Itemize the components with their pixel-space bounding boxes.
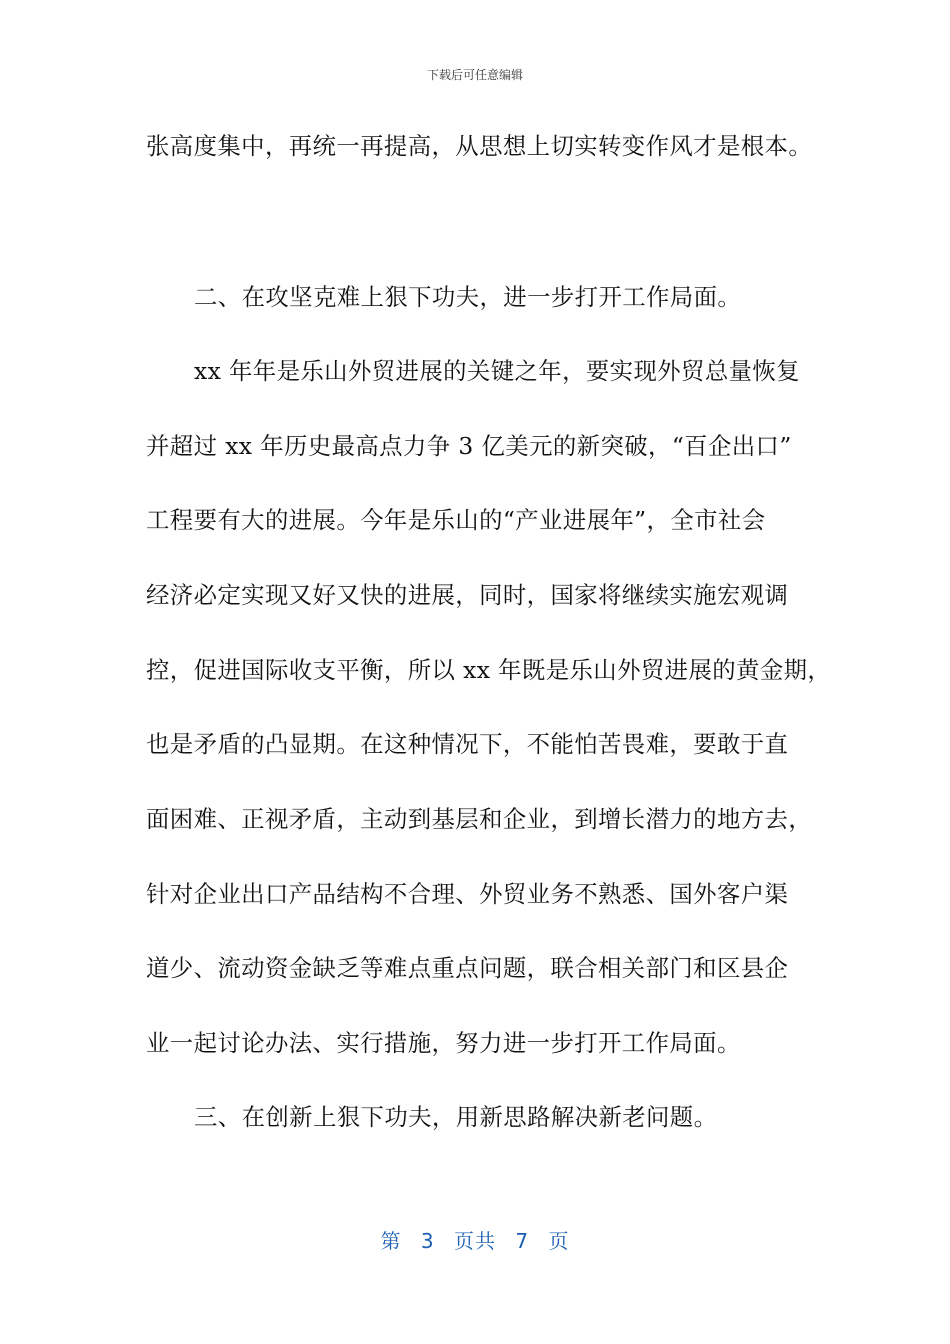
page-footer (0, 1225, 950, 1254)
footer-current-page: 3 (420, 1229, 435, 1253)
section-heading-2: 二、在攻坚克难上狠下功夫，进一步打开工作局面。 (194, 283, 742, 311)
footer-prefix: 第 (380, 1229, 402, 1253)
body-line-3: xx 年年是乐山外贸进展的关键之年，要实现外贸总量恢复 (194, 357, 800, 385)
footer-total-pages: 7 (515, 1229, 530, 1253)
header-note: 下载后可任意编辑 (426, 68, 523, 82)
body-line-11: 道少、流动资金缺乏等难点重点问题，联合相关部门和区县企 (146, 954, 789, 982)
footer-middle: 页共 (454, 1229, 496, 1253)
body-line-9: 面困难、正视矛盾，主动到基层和企业，到增长潜力的地方去， (146, 805, 813, 833)
body-line-12: 业一起讨论办法、实行措施，努力进一步打开工作局面。 (146, 1029, 741, 1057)
section-heading-3: 三、在创新上狠下功夫，用新思路解决新老问题。 (194, 1103, 718, 1131)
footer-suffix: 页 (548, 1229, 570, 1253)
body-line-5: 工程要有大的进展。今年是乐山的“产业进展年”，全市社会 (146, 506, 766, 534)
body-line-10: 针对企业出口产品结构不合理、外贸业务不熟悉、国外客户渠 (146, 880, 789, 908)
body-line-7: 控，促进国际收支平衡，所以 xx 年既是乐山外贸进展的黄金期， (146, 656, 832, 684)
body-line-1: 张高度集中，再统一再提高，从思想上切实转变作风才是根本。 (146, 132, 813, 160)
body-line-8: 也是矛盾的凸显期。在这种情况下，不能怕苦畏难，要敢于直 (146, 730, 789, 758)
body-line-4: 并超过 xx 年历史最高点力争 3 亿美元的新突破，“百企出口” (146, 432, 792, 460)
body-line-6: 经济必定实现又好又快的进展，同时，国家将继续实施宏观调 (146, 581, 789, 609)
